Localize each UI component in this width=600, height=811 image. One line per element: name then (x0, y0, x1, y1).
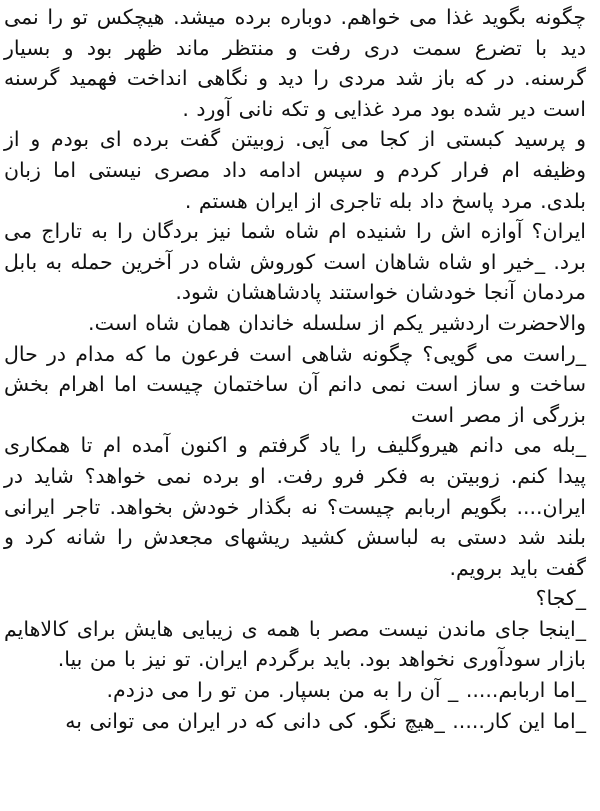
paragraph-question-origin: و پرسید کبستی از کجا می آیی. زوبیتن گفت برده ای بودم و از وظیفه ام فرار کردم و سپس ادامه داد مصری نیستی اما زبان بلدی. مرد پاسخ داد بله تاجری از ایران هستم . (4, 127, 586, 213)
paragraph-my-master: _اما اربابم..... _ آن را به من بسپار. من تو را می دزدم. (106, 678, 586, 703)
paragraph-pharaoh: _راست می گویی؟ چگونه شاهی است فرعون ما که مدام در حال ساخت و ساز است نمی دانم آن ساختمان چیست اما اهرام بخش بزرگی از مصر است (4, 341, 586, 427)
paragraph-hunger: چگونه بگوید غذا می خواهم. دوباره برده میشد. هیچکس تو را نمی دید با تضرع سمت دری رفت و منتظر ماند ظهر بود و بسیار گرسنه. در که باز شد مردی را دید و نگاهی انداخت فهمید گرسنه است دیر شده بود مرد غذایی و تکه نانی آورد . (4, 5, 586, 121)
story-text (4, 2, 586, 736)
paragraph-say-nothing: _اما این کار..... _هیچ نگو. کی دانی که در ایران می توانی به (65, 708, 586, 733)
paragraph-hieroglyph: _بله می دانم هیروگلیف را یاد گرفتم و اکنون آمده ام تا همکاری پیدا کنم. زوبیتن به فکر فرو رفت. او برده نمی خواهد؟ شاید در ایران.... بگویم اربابم چیست؟ نه بگذار خودش بخواهد. تاجر ایرانی بلند شد دستی به لباسش کشید ریشهای مجعدش را شانه کرد و گفت باید برویم. (4, 433, 586, 580)
paragraph-artaxerxes: والاحضرت اردشیر یکم از سلسله خاندان همان شاه است. (88, 310, 586, 335)
paragraph-about-iran: ایران؟ آوازه اش را شنیده ام شاه شما نیز بردگان را به تاراج می برد. _خیر او شاه شاهان است کوروش شاه در آخرین حمله به بابل مردمان آنجا خودشان خواستند پادشاهشان شود. (4, 219, 586, 305)
paragraph-where: _کجا؟ (535, 586, 586, 611)
paragraph-leave-egypt: _اینجا جای ماندن نیست مصر با همه ی زیبایی هایش برای کالاهایم بازار سودآوری نخواهد بود. باید برگردم ایران. تو نیز با من بیا. (4, 616, 586, 672)
